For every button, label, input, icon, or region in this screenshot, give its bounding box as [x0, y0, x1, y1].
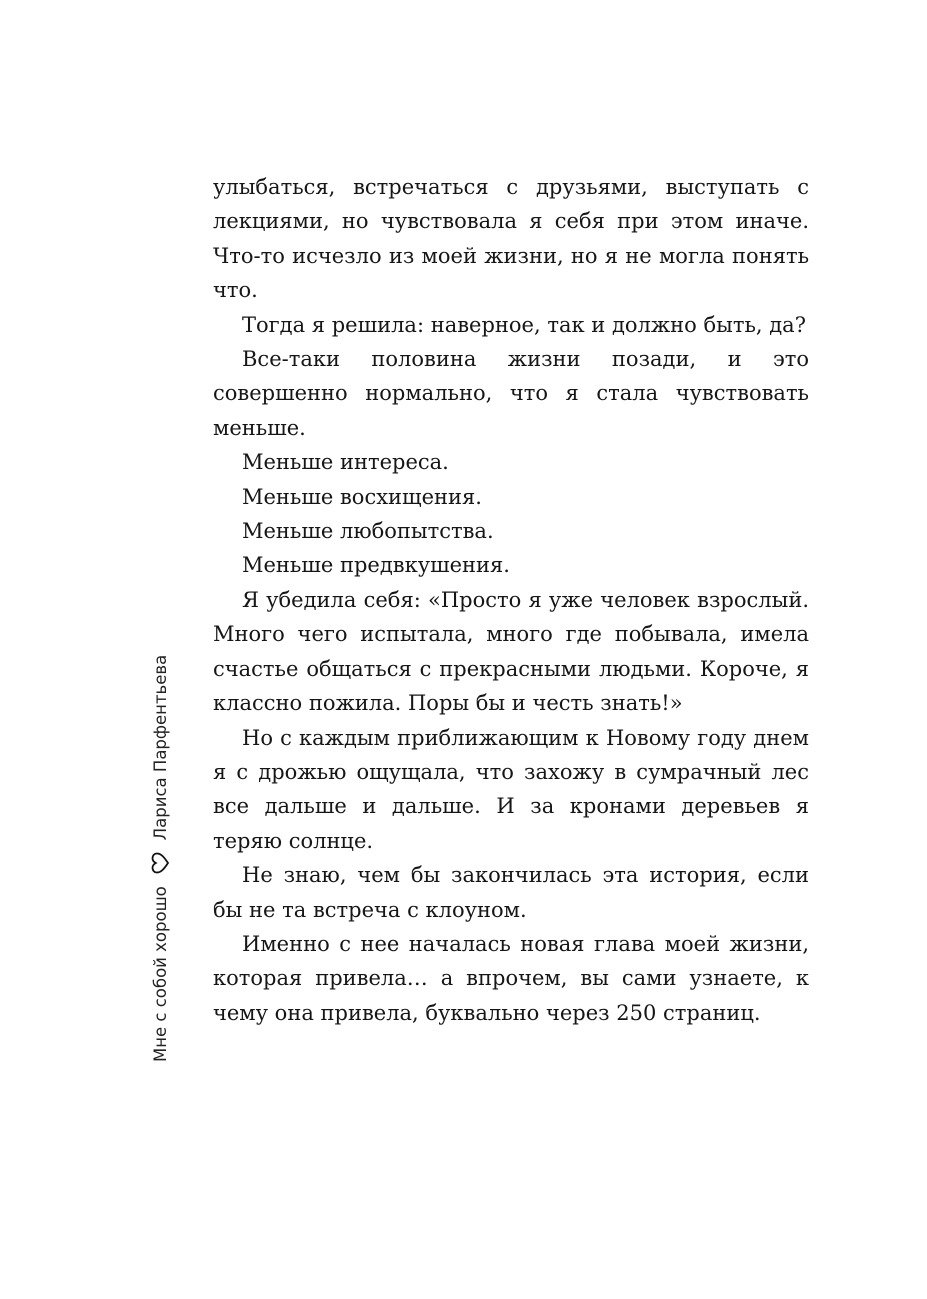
book-title: Мне с собой хорошо — [150, 886, 170, 1062]
paragraph: Меньше предвкушения. — [242, 553, 510, 578]
paragraph: Меньше любопытства. — [242, 519, 494, 544]
body-text — [213, 170, 809, 1030]
paragraph: Именно с нее началась новая глава моей жизни, которая привела… а впрочем, вы сами узнаете, к чему она привела, буквально через 250 страниц. — [213, 931, 809, 1025]
running-header — [148, 654, 172, 1062]
paragraph: Я убедила себя: «Просто я уже человек взрослый. Много чего испытала, много где побывала, имела счастье общаться с прекрасными людьми. Короче, я классно пожила. Поры бы и честь знать!» — [213, 587, 809, 716]
author-name: Лариса Парфентьева — [150, 654, 170, 841]
paragraph: Все-таки половина жизни позади, и это совершенно нормально, что я стала чувствовать меньше. — [213, 347, 809, 440]
paragraph: Не знаю, чем бы закончилась эта история, если бы не та встреча с клоуном. — [213, 863, 809, 922]
paragraph: Меньше интереса. — [242, 450, 449, 475]
paragraph: улыбаться, встречаться с друзьями, выступать с лекциями, но чувствовала я себя при этом иначе. Что-то исчезло из моей жизни, но я не могла понять что. — [213, 175, 809, 303]
paragraph: Тогда я решила: наверное, так и должно быть, да? — [242, 312, 806, 337]
heart-outline-icon — [151, 852, 170, 874]
paragraph: Но с каждым приближающим к Новому году днем я с дрожью ощущала, что захожу в сумрачный лес все дальше и дальше. И за кронами деревьев я теряю солнце. — [213, 725, 809, 853]
paragraph: Меньше восхищения. — [242, 484, 482, 509]
